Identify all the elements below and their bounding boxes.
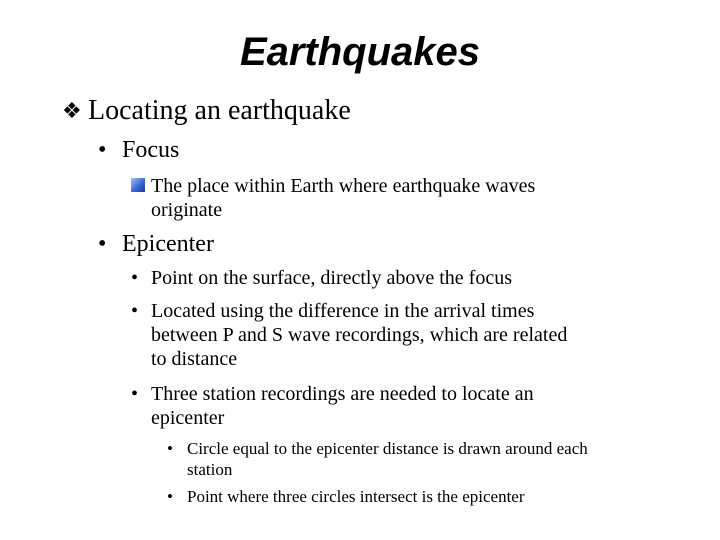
focus-detail-text — [151, 174, 535, 222]
epicenter-point-2-line1: Located using the difference in the arrival times — [151, 300, 535, 322]
bullet-icon: • — [167, 439, 173, 458]
epicenter-point-2-text — [151, 299, 567, 371]
bullet-icon: • — [98, 231, 107, 257]
epicenter-subpoint-1-text — [187, 438, 588, 480]
epicenter-subpoint-2-text — [187, 486, 525, 507]
bullet-icon: • — [98, 137, 107, 163]
epicenter-subpoint-2-line: Point where three circles intersect is the epicenter — [187, 487, 525, 506]
epicenter-label: Epicenter — [122, 231, 214, 257]
bullet-icon: • — [167, 487, 173, 506]
bullet-icon: • — [131, 383, 139, 405]
epicenter-point-3-line2: epicenter — [151, 407, 225, 429]
epicenter-point-3-line1: Three station recordings are needed to locate an — [151, 383, 534, 405]
epicenter-subpoint-1-line1: Circle equal to the epicenter distance is drawn around each — [187, 439, 588, 458]
focus-detail-line2: originate — [151, 199, 223, 221]
epicenter-point-1-text — [151, 266, 512, 290]
bullet-icon: • — [131, 300, 139, 322]
diamond-bullet-icon: ❖ — [62, 98, 82, 123]
bullet-icon: • — [131, 267, 139, 289]
epicenter-point-2-line3: to distance — [151, 348, 238, 370]
epicenter-subpoint-1-line2: station — [187, 460, 233, 479]
heading-label: Locating an earthquake — [88, 95, 351, 126]
epicenter-point-3-text — [151, 382, 534, 430]
square-bullet-icon — [131, 178, 145, 192]
focus-detail-line1: The place within Earth where earthquake waves — [151, 175, 536, 197]
slide-title: Earthquakes — [239, 30, 481, 74]
epicenter-point-2-line2: between P and S wave recordings, which are related — [151, 324, 568, 346]
epicenter-point-1-line: Point on the surface, directly above the focus — [151, 267, 512, 289]
focus-label: Focus — [122, 137, 180, 163]
